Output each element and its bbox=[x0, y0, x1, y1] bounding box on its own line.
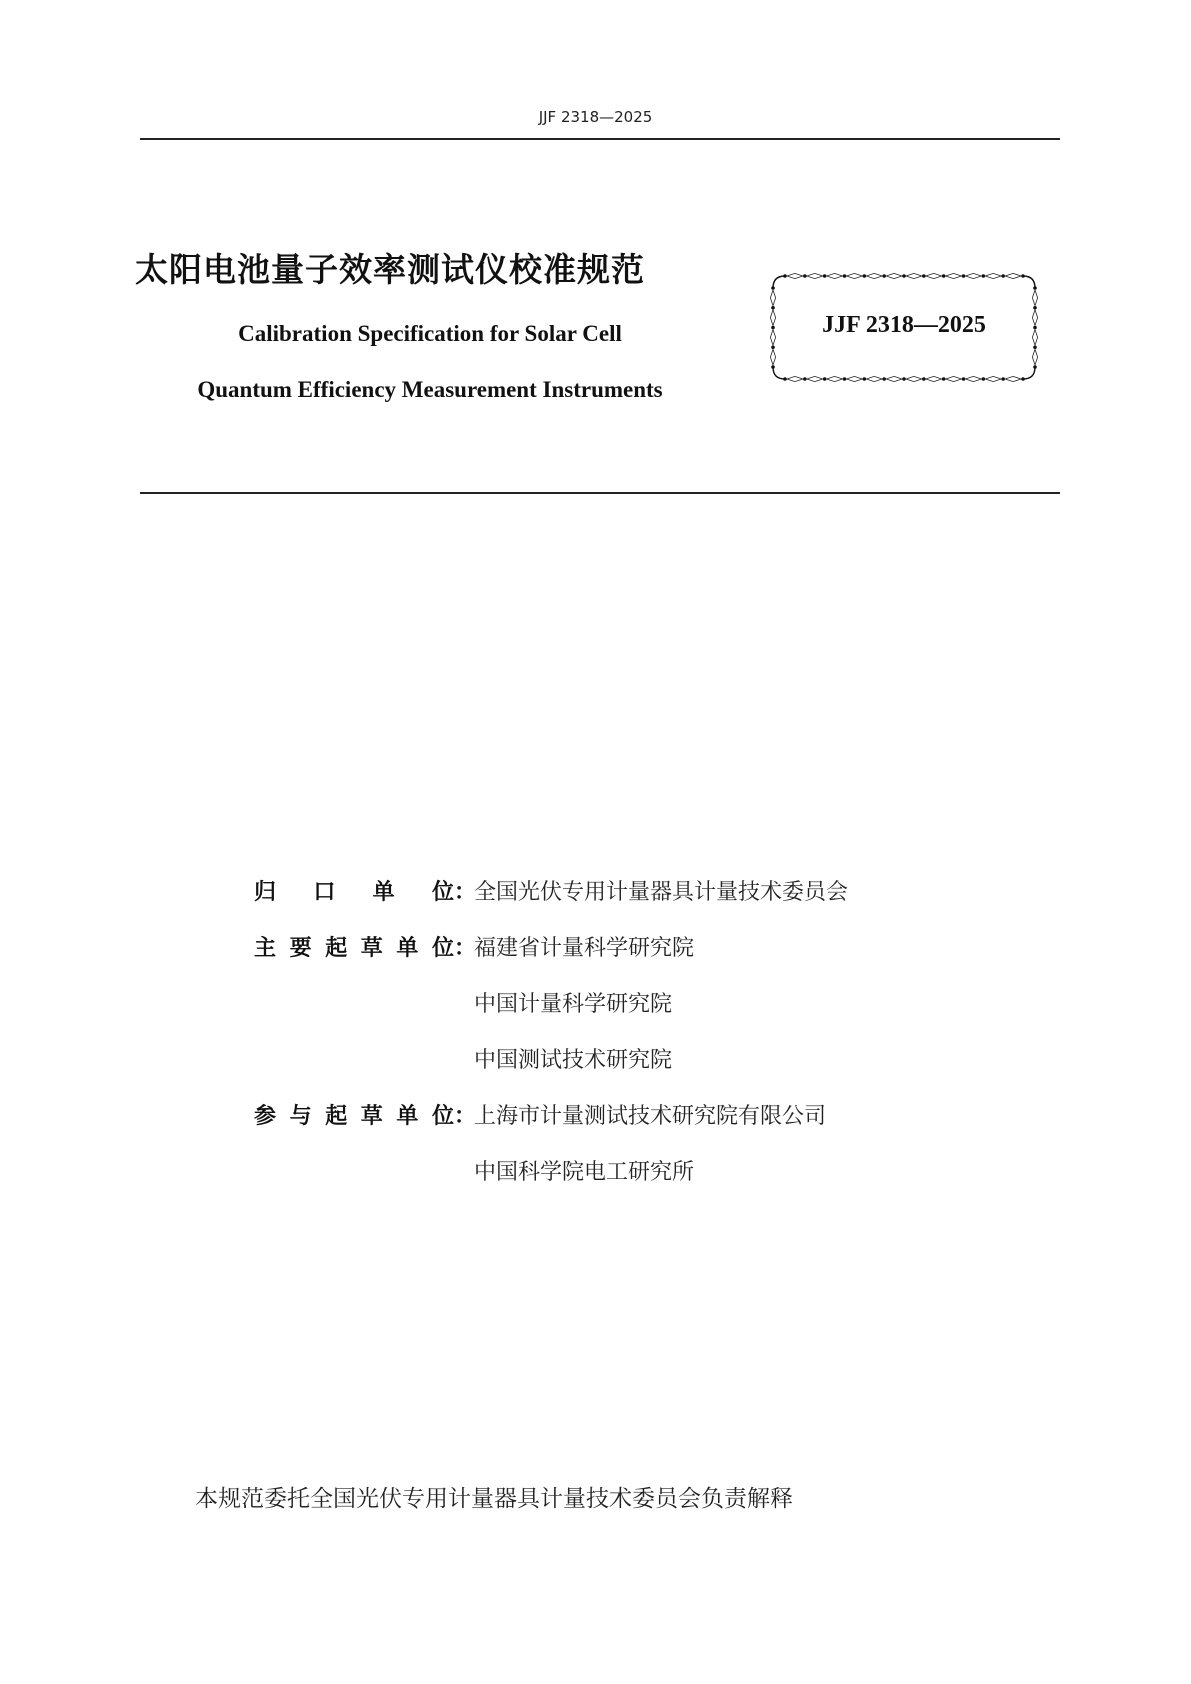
frame-diamond bbox=[847, 376, 863, 381]
unit-row bbox=[254, 862, 848, 918]
unit-value: 上海市计量测试技术研究院有限公司 bbox=[474, 1103, 827, 1129]
frame-diamond bbox=[1032, 349, 1037, 365]
frame-diamond bbox=[906, 273, 922, 278]
unit-row bbox=[254, 1142, 848, 1198]
unit-value: 中国科学院电工研究所 bbox=[474, 1159, 695, 1185]
title-section-rule bbox=[140, 492, 1060, 494]
title-english-line2: Quantum Efficiency Measurement Instruments bbox=[197, 377, 663, 402]
frame-diamond bbox=[926, 273, 942, 278]
frame-diamond bbox=[866, 273, 882, 278]
code-box-text: JJF 2318—2025 bbox=[822, 312, 986, 338]
unit-label-participating-drafters: 参与起草单位 bbox=[254, 1103, 454, 1129]
frame-diamond bbox=[827, 376, 843, 381]
unit-row bbox=[254, 1030, 848, 1086]
frame-diamond bbox=[886, 273, 902, 278]
unit-label-main-drafters: 主要起草单位 bbox=[254, 935, 454, 961]
frame-diamond bbox=[787, 376, 803, 381]
unit-row bbox=[254, 974, 848, 1030]
frame-diamond bbox=[770, 290, 775, 306]
unit-colon: ： bbox=[454, 879, 477, 905]
frame-diamond bbox=[985, 273, 1001, 278]
frame-diamond bbox=[807, 376, 823, 381]
title-english-line1: Calibration Specification for Solar Cell bbox=[238, 321, 622, 346]
frame-corner bbox=[773, 367, 785, 379]
frame-diamond bbox=[827, 273, 843, 278]
header-rule bbox=[140, 138, 1060, 140]
header-document-code: JJF 2318—2025 bbox=[538, 108, 653, 126]
frame-diamond bbox=[966, 273, 982, 278]
frame-diamond bbox=[770, 349, 775, 365]
frame-diamond bbox=[966, 376, 982, 381]
frame-corner bbox=[1023, 276, 1035, 288]
unit-value: 中国计量科学研究院 bbox=[474, 991, 673, 1017]
unit-row bbox=[254, 1086, 848, 1142]
frame-diamond bbox=[886, 376, 902, 381]
unit-value: 福建省计量科学研究院 bbox=[474, 935, 695, 961]
frame-diamond bbox=[946, 376, 962, 381]
frame-diamond bbox=[807, 273, 823, 278]
drafting-units bbox=[254, 862, 848, 1198]
frame-diamond bbox=[1005, 376, 1021, 381]
unit-colon: ： bbox=[454, 935, 477, 961]
unit-colon: ： bbox=[454, 1103, 477, 1129]
unit-label-responsible: 归口单位 bbox=[254, 879, 454, 905]
frame-diamond bbox=[985, 376, 1001, 381]
frame-diamond bbox=[1005, 273, 1021, 278]
unit-value: 中国测试技术研究院 bbox=[474, 1047, 673, 1073]
frame-diamond bbox=[847, 273, 863, 278]
frame-corner bbox=[773, 276, 785, 288]
interpretation-note: 本规范委托全国光伏专用计量器具计量技术委员会负责解释 bbox=[195, 1486, 793, 1512]
frame-diamond bbox=[946, 273, 962, 278]
frame-diamond bbox=[906, 376, 922, 381]
unit-row bbox=[254, 918, 848, 974]
frame-corner bbox=[1023, 367, 1035, 379]
code-box bbox=[767, 270, 1041, 385]
frame-diamond bbox=[787, 273, 803, 278]
title-chinese: 太阳电池量子效率测试仪校准规范 bbox=[135, 250, 645, 289]
unit-value: 全国光伏专用计量器具计量技术委员会 bbox=[474, 879, 849, 905]
frame-diamond bbox=[1032, 290, 1037, 306]
frame-diamond bbox=[926, 376, 942, 381]
frame-diamond bbox=[866, 376, 882, 381]
